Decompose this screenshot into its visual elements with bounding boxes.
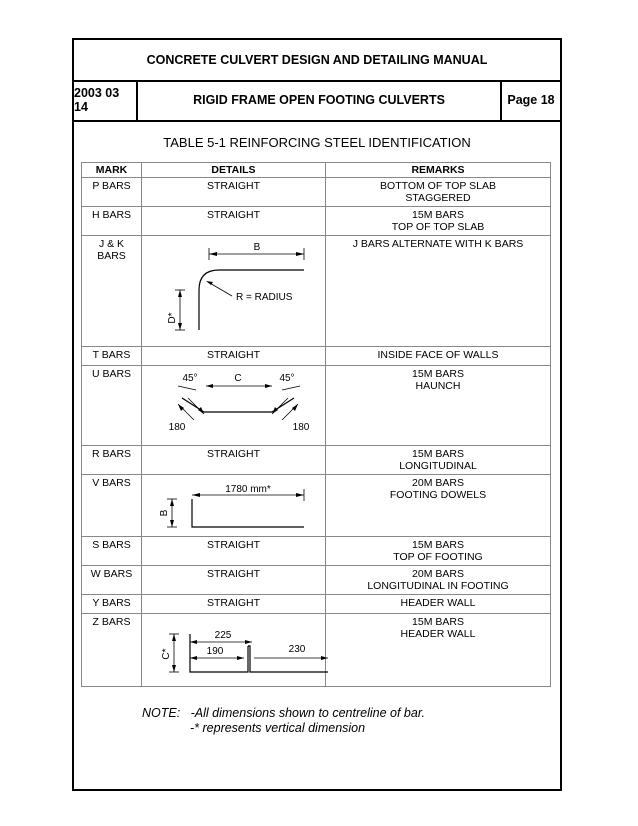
bar-mark: Z BARS bbox=[82, 614, 142, 687]
bar-mark: H BARS bbox=[82, 207, 142, 236]
angle-right-label: 45° bbox=[279, 373, 295, 384]
bar-mark: S BARS bbox=[82, 537, 142, 566]
note-line-1: -All dimensions shown to centreline of bar. bbox=[190, 706, 425, 720]
table-row bbox=[82, 475, 551, 537]
bar-mark: W BARS bbox=[82, 566, 142, 595]
bar-remarks: HEADER WALL bbox=[326, 595, 551, 614]
bar-mark: T BARS bbox=[82, 347, 142, 366]
dimension-b-label: B bbox=[253, 242, 261, 253]
bar-remarks: BOTTOM OF TOP SLAB STAGGERED bbox=[326, 178, 551, 207]
bar-remarks: 15M BARS HAUNCH bbox=[326, 366, 551, 446]
dimension-c-label: C bbox=[234, 373, 242, 384]
table-row bbox=[82, 178, 551, 207]
section-title: RIGID FRAME OPEN FOOTING CULVERTS bbox=[138, 80, 502, 120]
column-header-mark: MARK bbox=[82, 163, 142, 178]
table-row bbox=[82, 537, 551, 566]
table-row bbox=[82, 236, 551, 347]
table-row bbox=[82, 207, 551, 236]
bar-details: STRAIGHT bbox=[142, 347, 326, 366]
table-row bbox=[82, 366, 551, 446]
table-header-row bbox=[82, 163, 551, 178]
manual-title: CONCRETE CULVERT DESIGN AND DETAILING MANUAL bbox=[74, 40, 560, 82]
bar-remarks: 15M BARS LONGITUDINAL bbox=[326, 446, 551, 475]
bar-mark: U BARS bbox=[82, 366, 142, 446]
angle-left-label: 45° bbox=[182, 373, 198, 384]
note bbox=[142, 706, 425, 736]
jk-bar-sketch bbox=[142, 236, 326, 347]
bar-remarks: 15M BARS HEADER WALL bbox=[326, 614, 551, 687]
dimension-190-label: 190 bbox=[206, 646, 224, 657]
document-date: 2003 03 14 bbox=[74, 80, 138, 120]
bar-remarks: 20M BARS LONGITUDINAL IN FOOTING bbox=[326, 566, 551, 595]
dimension-230-label: 230 bbox=[288, 644, 306, 655]
table-title: TABLE 5-1 REINFORCING STEEL IDENTIFICATION bbox=[163, 135, 471, 150]
bar-remarks: J BARS ALTERNATE WITH K BARS bbox=[326, 236, 551, 347]
header-row bbox=[74, 80, 560, 122]
bar-details: STRAIGHT bbox=[142, 446, 326, 475]
bar-mark: V BARS bbox=[82, 475, 142, 537]
length-label: 1780 mm* bbox=[225, 484, 271, 495]
bar-mark: R BARS bbox=[82, 446, 142, 475]
dimension-c-label: C* bbox=[161, 648, 172, 660]
table-row bbox=[82, 566, 551, 595]
bar-details: STRAIGHT bbox=[142, 178, 326, 207]
u-bar-sketch bbox=[142, 366, 326, 446]
dimension-d-label: D* bbox=[167, 312, 178, 324]
column-header-details: DETAILS bbox=[142, 163, 326, 178]
table-row bbox=[82, 595, 551, 614]
z-bar-sketch bbox=[142, 614, 326, 687]
document-page bbox=[72, 38, 562, 791]
table-row bbox=[82, 446, 551, 475]
note-label: NOTE: bbox=[142, 706, 181, 720]
bar-details: STRAIGHT bbox=[142, 537, 326, 566]
radius-label: R = RADIUS bbox=[236, 292, 293, 303]
bar-remarks: 15M BARS TOP OF FOOTING bbox=[326, 537, 551, 566]
table-row bbox=[82, 614, 551, 687]
reinforcing-steel-table bbox=[81, 162, 551, 687]
bar-mark: J & K BARS bbox=[82, 236, 142, 347]
v-bar-sketch bbox=[142, 475, 326, 537]
page-number: Page 18 bbox=[507, 93, 555, 107]
bar-details: STRAIGHT bbox=[142, 595, 326, 614]
bar-details: STRAIGHT bbox=[142, 207, 326, 236]
note-line-2: -* represents vertical dimension bbox=[190, 721, 366, 735]
dimension-225-label: 225 bbox=[214, 630, 232, 641]
left-180-label: 180 bbox=[168, 422, 186, 433]
bar-remarks: 15M BARS TOP OF TOP SLAB bbox=[326, 207, 551, 236]
dimension-b-label: B bbox=[159, 509, 170, 517]
column-header-remarks: REMARKS bbox=[326, 163, 551, 178]
bar-remarks: INSIDE FACE OF WALLS bbox=[326, 347, 551, 366]
bar-remarks: 20M BARS FOOTING DOWELS bbox=[326, 475, 551, 537]
bar-mark: Y BARS bbox=[82, 595, 142, 614]
bar-mark: P BARS bbox=[82, 178, 142, 207]
bar-details: STRAIGHT bbox=[142, 566, 326, 595]
right-180-label: 180 bbox=[292, 422, 310, 433]
table-row bbox=[82, 347, 551, 366]
